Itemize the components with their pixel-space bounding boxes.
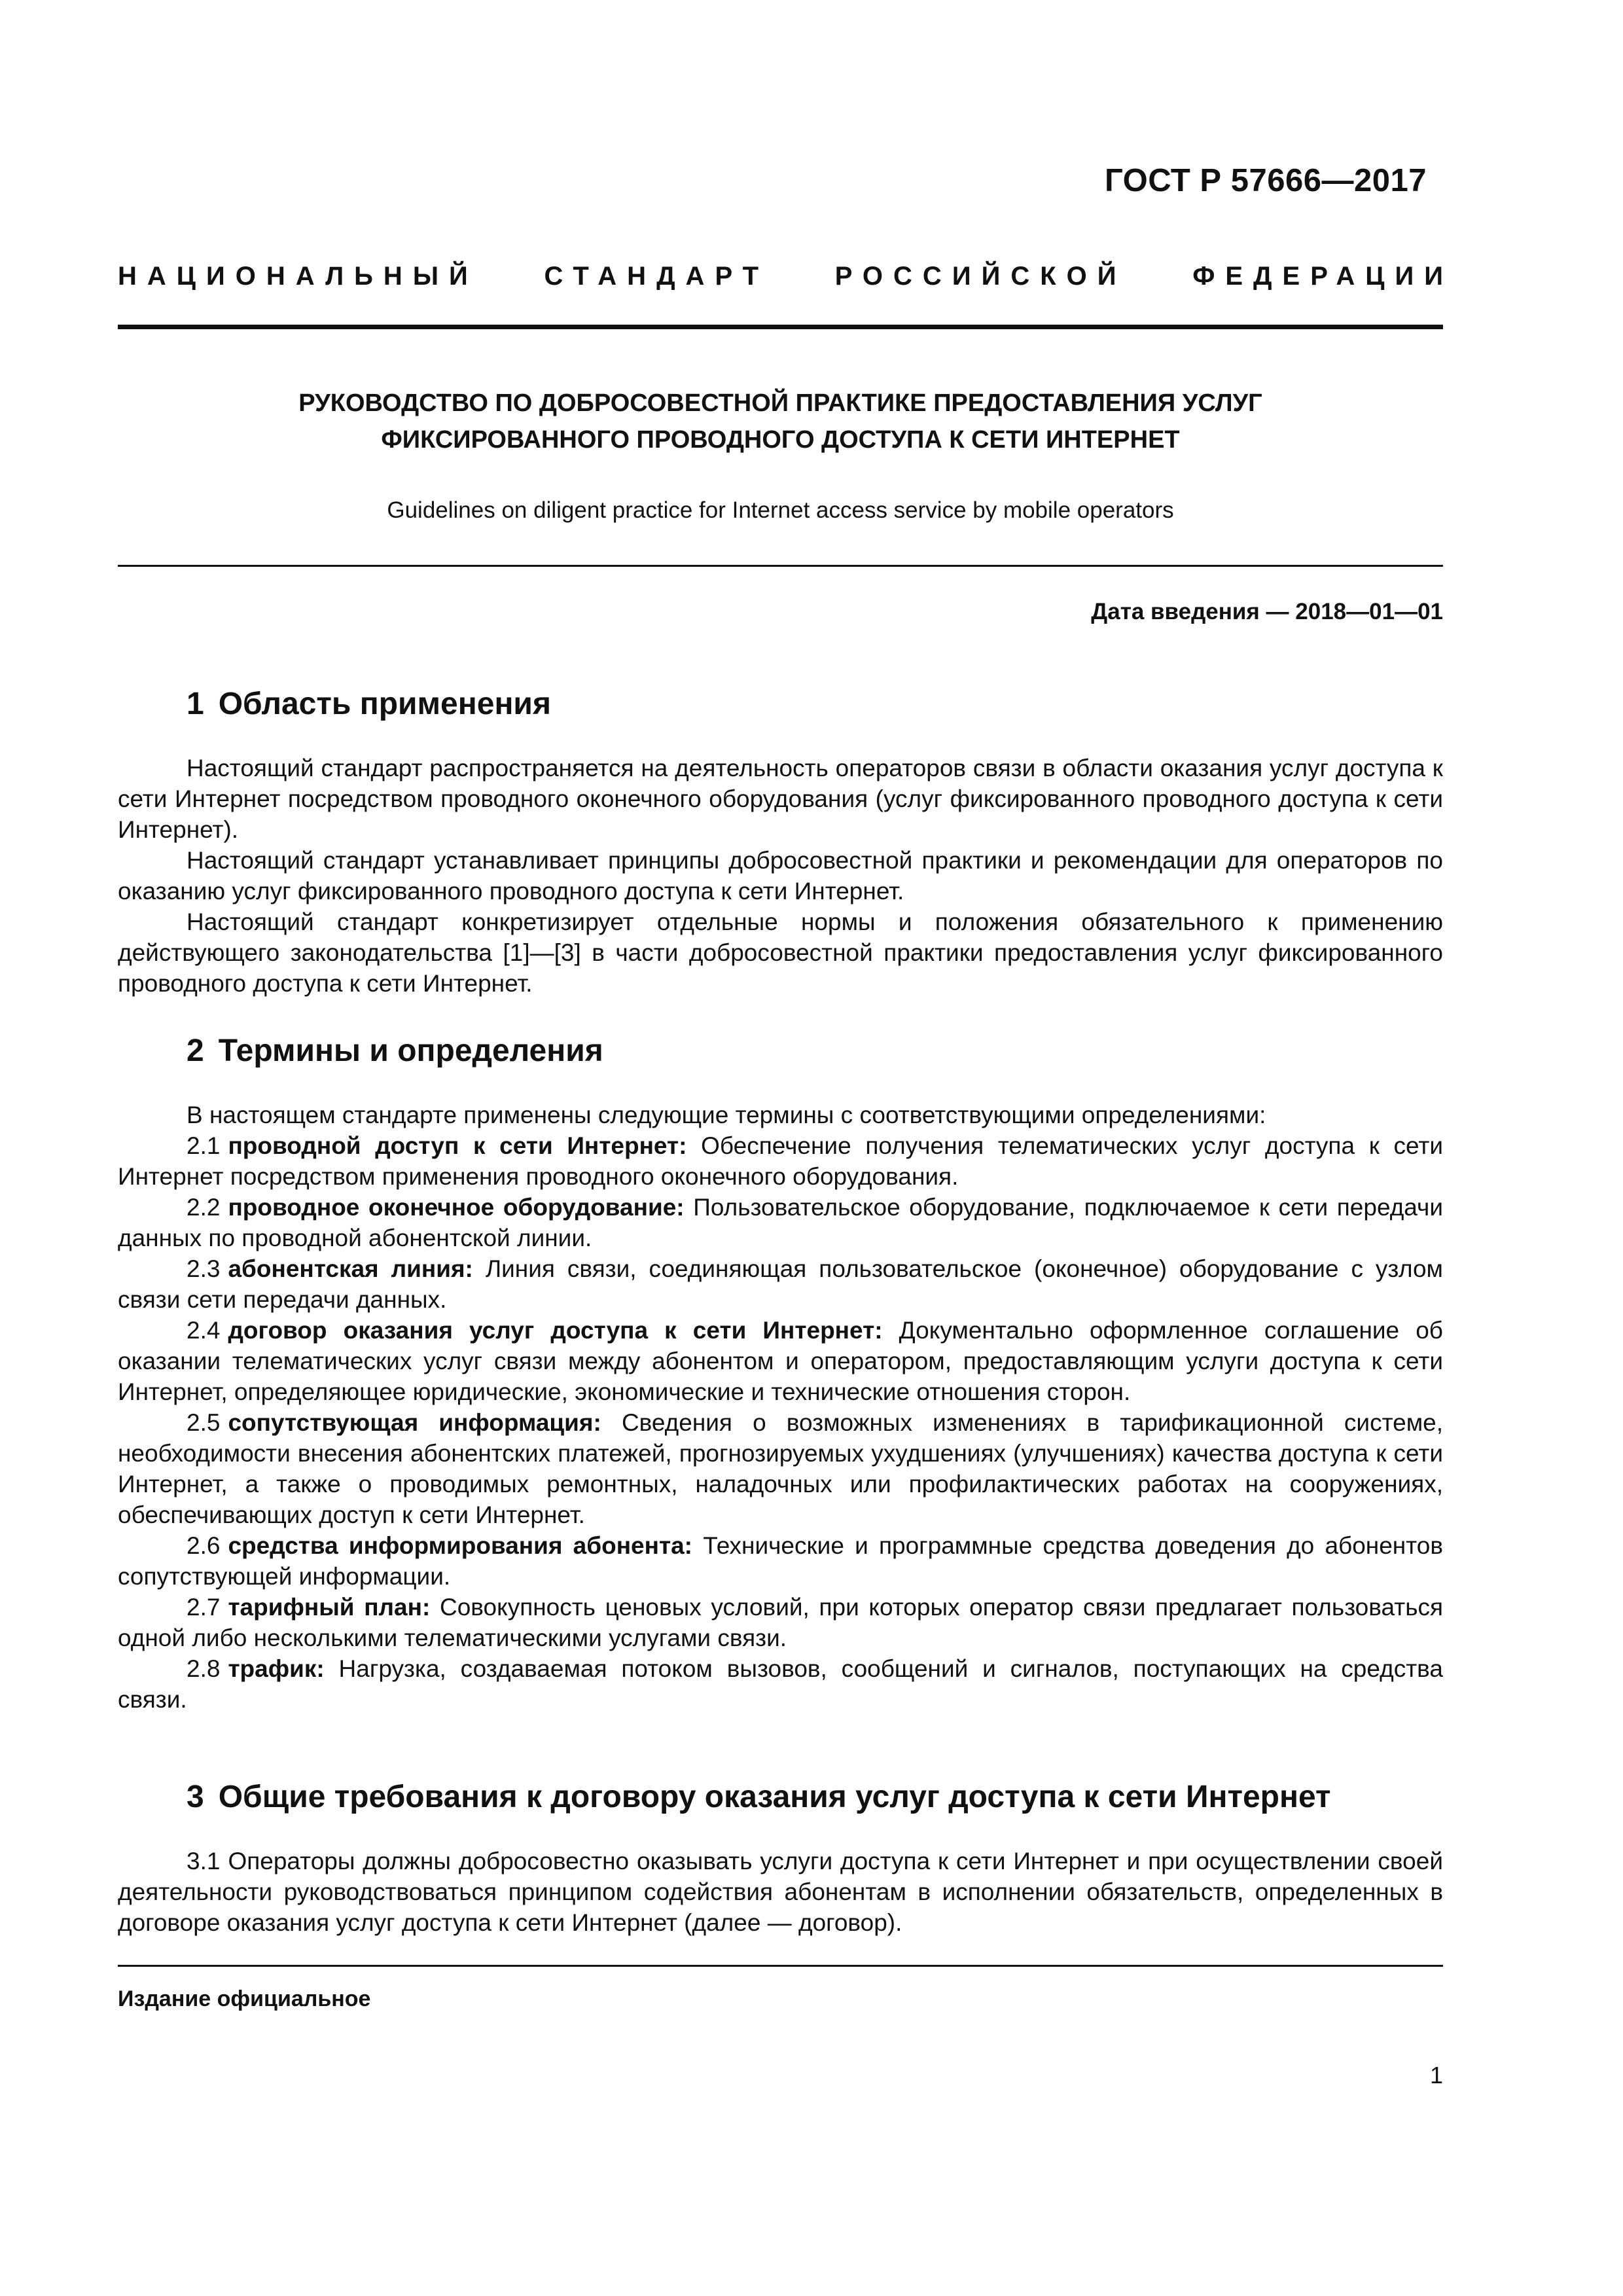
term-name: средства информирования абонента: (228, 1532, 692, 1559)
paragraph (118, 1846, 1443, 1938)
term-number: 2.4 (187, 1317, 221, 1344)
term-text: Линия связи, соединяющая пользовательское (оконечное) оборудование с узлом связи сети передачи данных. (118, 1255, 1443, 1313)
term-definition (118, 1407, 1443, 1530)
paragraph: Настоящий стандарт устанавливает принципы добросовестной практики и рекомендации для операторов по оказанию услуг фиксированного проводного доступа к сети Интернет. (118, 847, 1443, 905)
term-name: трафик: (228, 1655, 325, 1682)
edition-label: Издание официальное (118, 1986, 371, 2011)
section-title: Область применения (218, 687, 551, 721)
header-divider (118, 325, 1443, 329)
paragraph: Настоящий стандарт распространяется на деятельность операторов связи в области оказания услуг доступа к сети Интернет посредством проводного оконечного оборудования (услуг фиксированного проводного доступа к сети Интернет). (118, 755, 1443, 843)
paragraph: Настоящий стандарт конкретизирует отдельные нормы и положения обязательного к применению действующего законодательства [1]—[3] в части добросовестной практики предоставления услуг фиксированного проводного доступа к сети Интернет. (118, 908, 1443, 997)
term-number: 2.2 (187, 1194, 221, 1221)
term-name: проводной доступ к сети Интернет: (228, 1132, 687, 1159)
document-title (118, 385, 1443, 458)
clause-text: Операторы должны добросовестно оказывать услуги доступа к сети Интернет и при осуществлении своей деятельности руководствоваться принципом содействия абонентам в исполнении обязательств, определенных в договоре оказания услуг доступа к сети Интернет (далее — договор). (118, 1848, 1443, 1936)
term-text: Нагрузка, создаваемая потоком вызовов, сообщений и сигналов, поступающих на средства связи. (118, 1655, 1444, 1713)
term-name: проводное оконечное оборудование: (228, 1194, 685, 1221)
standard-category (118, 262, 1454, 291)
term-name: абонентская линия: (228, 1255, 473, 1282)
section-title: Общие требования к договору оказания услуг доступа к сети Интернет (218, 1780, 1331, 1814)
term-number: 2.6 (187, 1532, 221, 1559)
term-number: 2.5 (187, 1409, 221, 1436)
term-name: сопутствующая информация: (228, 1409, 601, 1436)
footer-divider (118, 1965, 1443, 1967)
introduction-date: Дата введения — 2018—01—01 (1091, 599, 1443, 624)
term-text: Документально оформленное соглашение об оказании телематических услуг связи между абонентом и оператором, предоставляющим услуги доступа к сети Интернет, определяющее юридические, экономические и технические отношения сторон. (118, 1317, 1443, 1405)
standard-word: РОССИЙСКОЙ (834, 262, 1127, 291)
standard-word: НАЦИОНАЛЬНЫЙ (118, 262, 478, 291)
paragraph: В настоящем стандарте применены следующие термины с соответствующими определениями: (187, 1102, 1266, 1128)
term-text: Технические и программные средства доведения до абонентов сопутствующей информации. (118, 1532, 1444, 1590)
section-title: Термины и определения (218, 1033, 603, 1068)
section-heading (187, 686, 551, 722)
term-definition (118, 1315, 1443, 1407)
standard-word: ФЕДЕРАЦИИ (1192, 262, 1454, 291)
section-heading (187, 1033, 603, 1069)
term-text: Сведения о возможных изменениях в тарификационной системе, необходимости внесения абонентских платежей, прогнозируемых ухудшениях (улучшениях) качества доступа к сети Интернет, а также о проводимых ремонтных, наладочных или профилактических работах на сооружениях, обеспечивающих доступ к сети Интернет. (118, 1409, 1444, 1528)
document-title-line: РУКОВОДСТВО ПО ДОБРОСОВЕСТНОЙ ПРАКТИКЕ ПРЕДОСТАВЛЕНИЯ УСЛУГ (298, 389, 1262, 417)
term-definition (118, 1130, 1443, 1192)
document-title-line: ФИКСИРОВАННОГО ПРОВОДНОГО ДОСТУПА К СЕТИ ИНТЕРНЕТ (381, 426, 1180, 454)
term-text: Обеспечение получения телематических услуг доступа к сети Интернет посредством применения проводного оконечного оборудования. (118, 1132, 1443, 1190)
standard-designation: ГОСТ Р 57666—2017 (1104, 163, 1427, 198)
section-number: 1 (187, 687, 204, 721)
term-definition (118, 1592, 1443, 1653)
term-definition (118, 1530, 1443, 1592)
term-number: 2.3 (187, 1255, 221, 1282)
term-definition (118, 1653, 1443, 1715)
english-title: Guidelines on diligent practice for Internet access service by mobile operators (387, 497, 1174, 523)
term-name: договор оказания услуг доступа к сети Интернет: (228, 1317, 883, 1344)
title-divider (118, 565, 1443, 567)
section-number: 3 (187, 1780, 204, 1814)
term-number: 2.1 (187, 1132, 221, 1159)
term-number: 2.8 (187, 1655, 221, 1682)
section-heading (187, 1779, 1331, 1815)
term-text: Пользовательское оборудование, подключаемое к сети передачи данных по проводной абонентской линии. (118, 1194, 1444, 1251)
clause-number: 3.1 (187, 1848, 221, 1874)
term-text: Совокупность ценовых условий, при которых оператор связи предлагает пользоваться одной либо несколькими телематическими услугами связи. (118, 1594, 1444, 1651)
term-definition (118, 1192, 1443, 1253)
page-number: 1 (1429, 2062, 1443, 2089)
standard-word: СТАНДАРТ (544, 262, 770, 291)
section-number: 2 (187, 1033, 204, 1068)
term-definition (118, 1253, 1443, 1315)
term-number: 2.7 (187, 1594, 221, 1621)
term-name: тарифный план: (228, 1594, 431, 1621)
